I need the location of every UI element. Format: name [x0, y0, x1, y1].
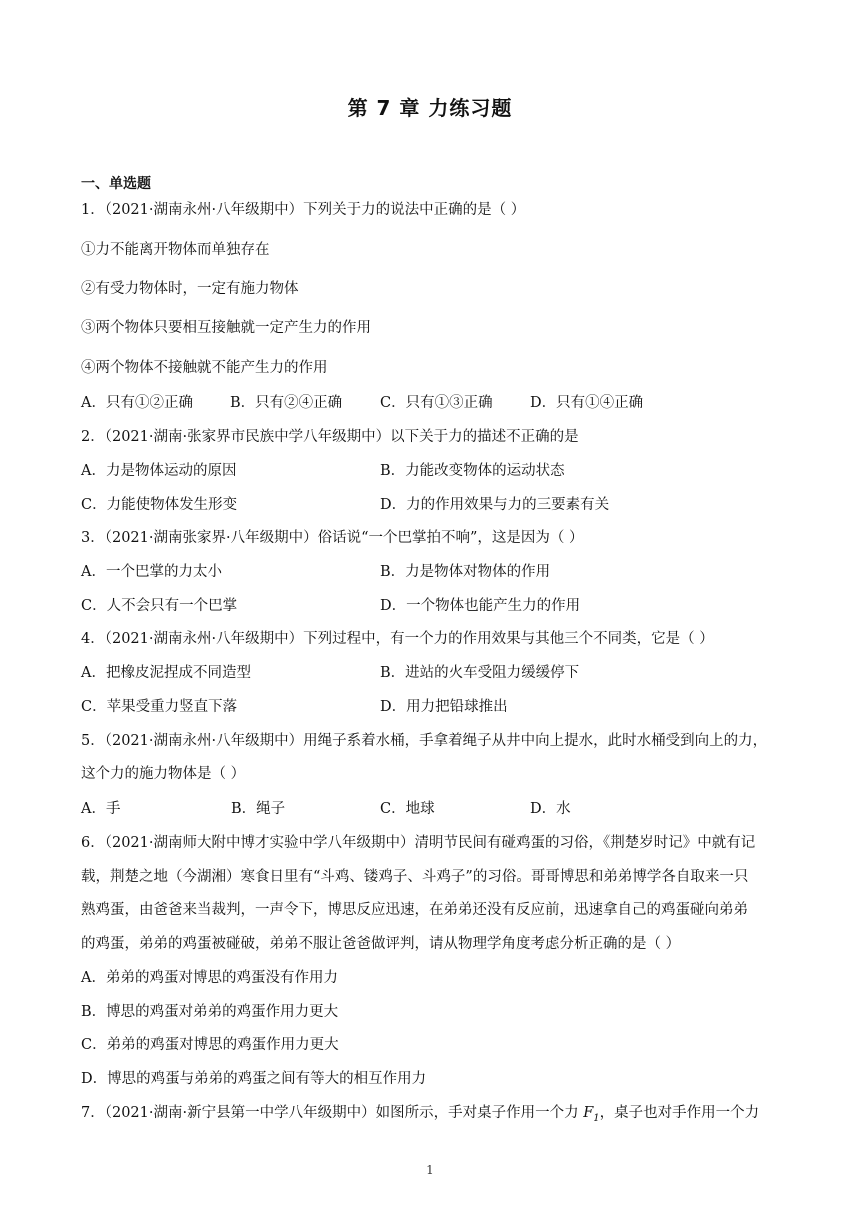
q7-stem-pre: 7．（2021·湖南·新宁县第一中学八年级期中）如图所示，手对桌子作用一个力 — [81, 1105, 584, 1121]
q3-option-d: D．一个物体也能产生力的作用 — [380, 598, 581, 614]
q3-option-c: C．人不会只有一个巴掌 — [81, 598, 238, 614]
q1-stem: 1．（2021·湖南永州·八年级期中）下列关于力的说法中正确的是（ ） — [81, 202, 526, 218]
q4-option-d: D．用力把铅球推出 — [380, 699, 508, 715]
q3-stem: 3．（2021·湖南张家界·八年级期中）俗话说“一个巴掌拍不响”，这是因为（ ） — [81, 530, 584, 546]
q2-stem: 2．（2021·湖南·张家界市民族中学八年级期中）以下关于力的描述不正确的是 — [81, 429, 579, 445]
q4-option-a: A．把橡皮泥捏成不同造型 — [81, 665, 251, 681]
q3-option-a: A．一个巴掌的力太小 — [81, 564, 222, 580]
q1-option-a: A．只有①②正确 — [81, 395, 193, 411]
q1-statement-4: ④两个物体不接触就不能产生力的作用 — [81, 360, 328, 376]
q5-option-c: C．地球 — [380, 801, 435, 817]
q2-option-b: B．力能改变物体的运动状态 — [380, 463, 565, 479]
q1-statement-1: ①力不能离开物体而单独存在 — [81, 242, 270, 258]
page-title: 第 7 章 力练习题 — [347, 96, 513, 120]
q2-option-a: A．力是物体运动的原因 — [81, 463, 237, 479]
q1-statement-3: ③两个物体只要相互接触就一定产生力的作用 — [81, 320, 371, 336]
q6-option-a: A．弟弟的鸡蛋对博思的鸡蛋没有作用力 — [81, 970, 338, 986]
q1-option-c: C．只有①③正确 — [380, 395, 493, 411]
q6-stem-line-4: 的鸡蛋，弟弟的鸡蛋被碰破，弟弟不服让爸爸做评判，请从物理学角度考虑分析正确的是（ ） — [81, 936, 681, 952]
q6-stem-line-3: 熟鸡蛋，由爸爸来当裁判，一声令下，博思反应迅速，在弟弟还没有反应前，迅速拿自己的鸡蛋碰向弟弟 — [81, 902, 748, 918]
q5-option-d: D．水 — [530, 801, 571, 817]
q6-stem-line-1: 6．（2021·湖南师大附中博才实验中学八年级期中）清明节民间有碰鸡蛋的习俗，《荆楚岁时记》中就有记 — [81, 835, 756, 851]
q6-option-b: B．博思的鸡蛋对弟弟的鸡蛋作用力更大 — [81, 1004, 339, 1020]
section-heading: 一、单选题 — [81, 176, 151, 192]
q1-option-b: B．只有②④正确 — [230, 395, 343, 411]
q1-option-d: D．只有①④正确 — [530, 395, 644, 411]
q6-option-d: D．博思的鸡蛋与弟弟的鸡蛋之间有等大的相互作用力 — [81, 1071, 427, 1087]
page-number: 1 — [426, 1163, 434, 1177]
q6-option-c: C．弟弟的鸡蛋对博思的鸡蛋作用力更大 — [81, 1037, 339, 1053]
q5-option-a: A．手 — [81, 801, 121, 817]
q7-stem — [81, 1103, 759, 1129]
q4-option-b: B．进站的火车受阻力缓缓停下 — [380, 665, 580, 681]
q5-option-b: B．绳子 — [231, 801, 286, 817]
q7-force-subscript: 1 — [593, 1112, 600, 1124]
q7-stem-post: ，桌子也对手作用一个力 — [599, 1105, 760, 1121]
q4-option-c: C．苹果受重力竖直下落 — [81, 699, 238, 715]
q5-stem-line-1: 5．（2021·湖南永州·八年级期中）用绳子系着水桶，手拿着绳子从井中向上提水，此时水桶受到向上的力， — [81, 733, 768, 749]
q5-stem-line-2: 这个力的施力物体是（ ） — [81, 766, 246, 782]
q1-statement-2: ②有受力物体时，一定有施力物体 — [81, 281, 299, 297]
q2-option-d: D．力的作用效果与力的三要素有关 — [380, 497, 610, 513]
q4-stem: 4．（2021·湖南永州·八年级期中）下列过程中，有一个力的作用效果与其他三个不同类，它是（ ） — [81, 631, 714, 647]
q2-option-c: C．力能使物体发生形变 — [81, 497, 238, 513]
q7-force-symbol: F — [583, 1105, 594, 1121]
q6-stem-line-2: 载，荆楚之地（今湖湘）寒食日里有“斗鸡、镂鸡子、斗鸡子”的习俗。哥哥博思和弟弟博学各自取来一只 — [81, 869, 749, 885]
q3-option-b: B．力是物体对物体的作用 — [380, 564, 551, 580]
